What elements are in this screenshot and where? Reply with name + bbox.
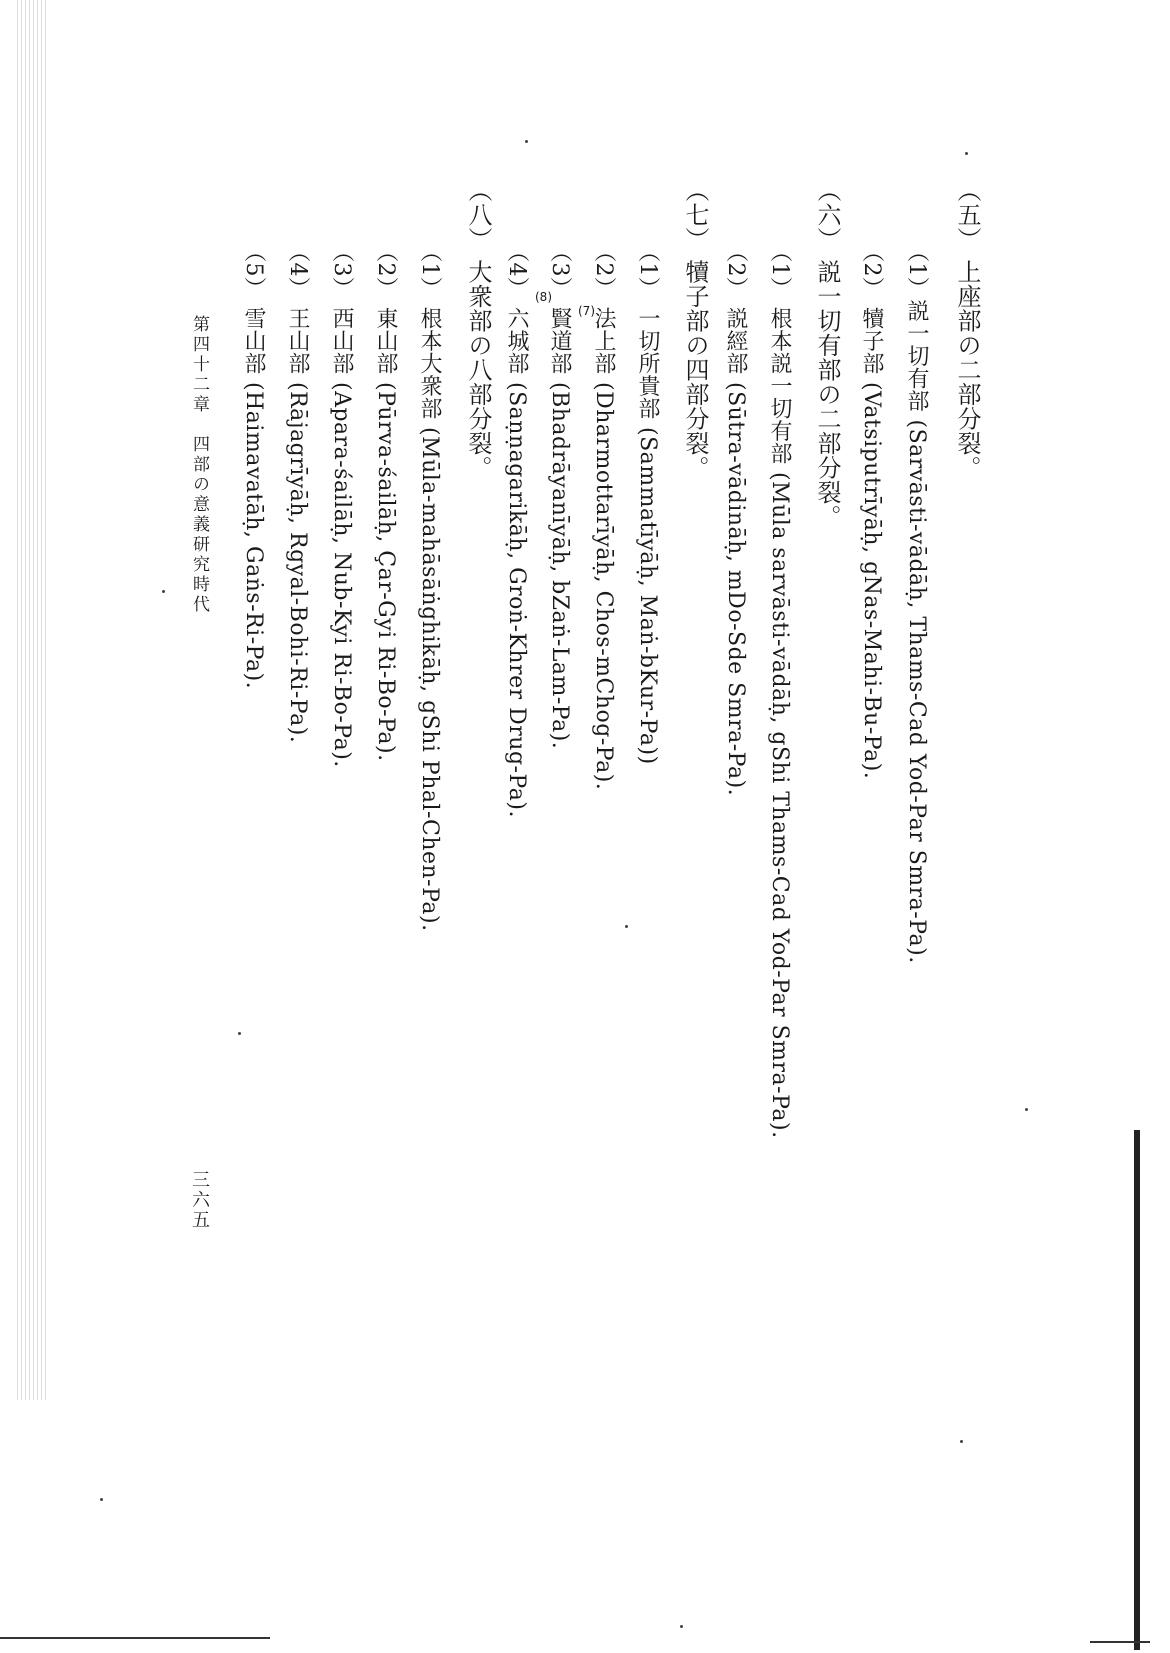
section-7-item-4: （4） 六城部 (Saṇṇagarikāḥ, Groṅ-Khrer Drug-Pa). <box>504 240 529 818</box>
section-8-item-1: （1） 根本大衆部 (Mūla-mahāsāṅghikāḥ, gShi Phal-Chen-Pa). <box>417 240 442 932</box>
scan-speck <box>1025 1108 1028 1111</box>
section-5-item-2: （2） 犢子部 (Vatsiputrīyāḥ, gNas-Mahi-Bu-Pa). <box>859 240 884 780</box>
section-7-item-2: （2） 法上部 (Dharmottarīyāḥ, Chos-mChog-Pa). <box>591 240 616 791</box>
section-7-item-3: （3） 賢道部 (Bhadrāyanīyāḥ, bZaṅ-Lam-Pa). <box>547 240 572 750</box>
section-8-heading: （八） 大衆部の八部分裂。 <box>464 178 492 481</box>
section-8-item-2: （2） 東山部 (Pūrva-śailāḥ, Çar-Gyi Ri-Bo-Pa). <box>373 240 398 762</box>
scan-speck <box>680 1625 683 1628</box>
annotation-8: (8) <box>535 290 552 304</box>
scan-edge-line-right <box>1090 1641 1150 1643</box>
scan-speck <box>525 140 528 143</box>
binding-shadow-right <box>1134 1130 1140 1650</box>
section-6-item-2: （2） 説經部 (Sūtra-vādināḥ, mDo-Sde Smra-Pa). <box>723 240 748 797</box>
section-7-heading: （七） 犢子部の四部分裂。 <box>681 178 709 481</box>
page-number: 三六五 <box>189 1170 210 1230</box>
scan-speck <box>238 1032 241 1035</box>
binding-shadow-left <box>14 0 46 1400</box>
section-8-item-3: （3） 西山部 (Apara-śailāḥ, Nub-Kyi Ri-Bo-Pa). <box>329 240 354 768</box>
section-5-item-1: （1）説一切有部 (Sarvāsti-vādāḥ, Thams-Cad Yod-Par Smra-Pa). <box>904 240 929 964</box>
section-5-heading: （五） 上座部の二部分裂。 <box>953 178 981 481</box>
scan-speck <box>960 1440 963 1443</box>
section-8-item-5: （5） 雪山部 (Haimavatāḥ, Gaṅs-Ri-Pa). <box>241 240 266 690</box>
scan-edge-line <box>0 1637 270 1639</box>
annotation-7: (7) <box>578 304 595 318</box>
chapter-running-head: 第四十二章 四部の意義研究時代 <box>189 315 209 615</box>
scan-speck <box>100 1498 103 1501</box>
scan-speck <box>965 152 968 155</box>
section-6-item-1: （1） 根本説一切有部 (Mūla sarvāsti-vādāḥ, gShi Thams-Cad Yod-Par Smra-Pa). <box>767 240 792 1139</box>
scan-speck <box>625 925 628 928</box>
section-8-item-4: （4） 王山部 (Rājagrīyāḥ, Rgyal-Bohi-Ri-Pa). <box>285 240 310 744</box>
section-6-heading: （六） 説一切有部の二部分裂。 <box>813 178 841 530</box>
scan-speck <box>162 590 165 593</box>
section-7-item-1: （1） 一切所貴部 (Sammatīyāḥ, Maṅ-bKur-Pa)) <box>635 240 660 765</box>
